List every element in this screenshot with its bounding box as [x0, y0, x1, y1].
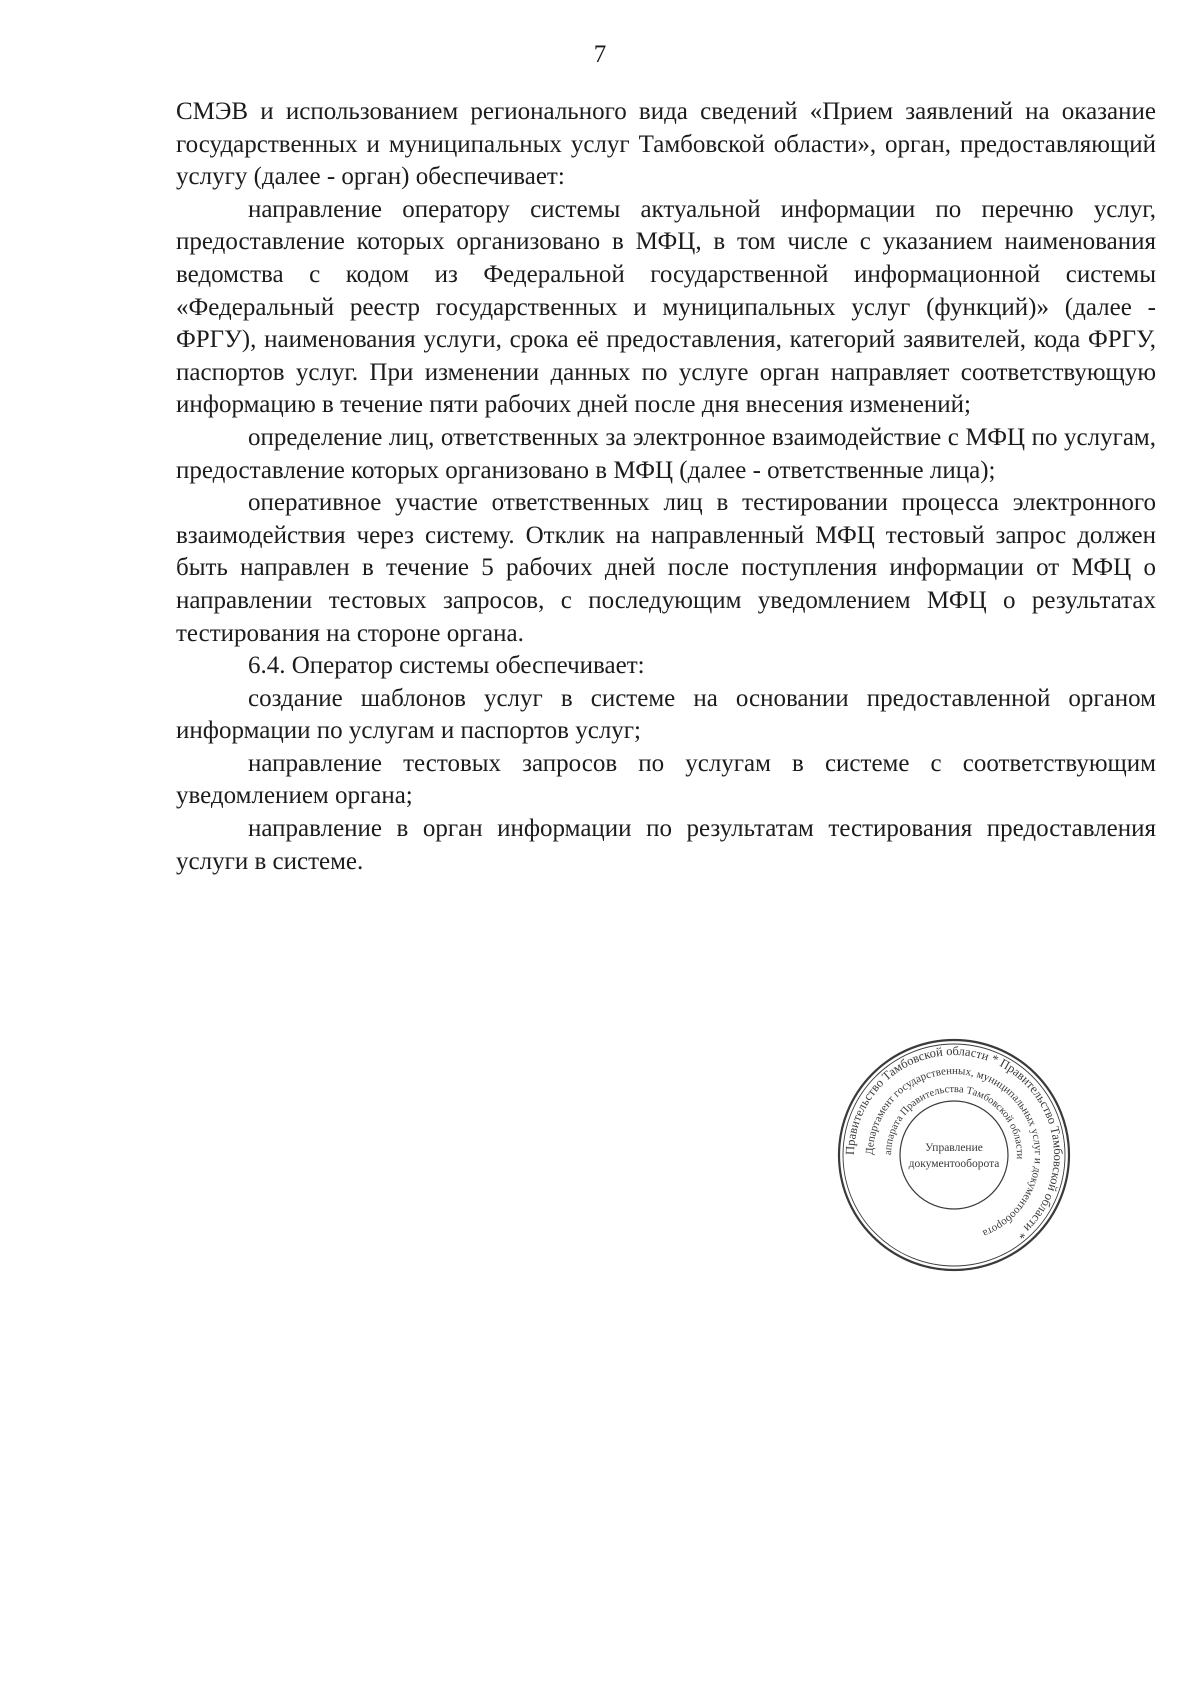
- paragraph: СМЭВ и использованием регионального вида сведений «Прием заявлений на оказание государственных и муниципальных услуг Тамбовской области», орган, предоставляющий услугу (далее - орган) обеспечивает:: [176, 98, 1156, 191]
- official-stamp: [836, 1037, 1072, 1273]
- paragraph: направление в орган информации по результатам тестирования предоставления услуги в системе.: [176, 815, 1156, 875]
- stamp-middle-ring-text: Департамент государственных, муниципальных услуг и документооборота: [863, 1064, 1045, 1240]
- stamp-inner-ring-text: аппарата Правительства Тамбовской области: [882, 1083, 1026, 1160]
- stamp-graphic: [836, 1037, 1072, 1273]
- section-heading: 6.4. Оператор системы обеспечивает:: [248, 652, 645, 680]
- stamp-center-line-2: документооборота: [908, 1158, 1000, 1170]
- paragraph: создание шаблонов услуг в системе на основании предоставленной органом информации по услугам и паспортов услуг;: [176, 684, 1156, 745]
- stamp-inner-border: [900, 1101, 1008, 1209]
- stamp-center-line-1: Управление: [925, 1142, 983, 1154]
- page-number: 7: [593, 41, 607, 68]
- paragraph: оперативное участие ответственных лиц в тестировании процесса электронного взаимодействия через систему. Отклик на направленный МФЦ тестовый запрос должен быть направлен в течение 5 рабочих дней после поступления информации от МФЦ о направлении тестовых запросов, с последующим уведомлением МФЦ о результатах тестирования на стороне органа.: [176, 489, 1156, 647]
- paragraph: направление тестовых запросов по услугам в системе с соответствующим уведомлением органа;: [176, 749, 1156, 810]
- paragraph: направление оператору системы актуальной информации по перечню услуг, предоставление которых организовано в МФЦ, в том числе с указанием наименования ведомства с кодом из Федеральной государственной информационной системы «Федеральный реестр государственных и муниципальных услуг (функций)» (далее - ФРГУ), наименования услуги, срока её предоставления, категорий заявителей, кода ФРГУ, паспортов услуг. При изменении данных по услуге орган направляет соответствующую информацию в течение пяти рабочих дней после дня внесения изменений;: [176, 195, 1156, 419]
- document-body: [176, 96, 1156, 878]
- stamp-outer-ring-text: Правительство Тамбовской области * Правительство Тамбовской области *: [842, 1043, 1066, 1242]
- paragraph: определение лиц, ответственных за электронное взаимодействие с МФЦ по услугам, предоставление которых организовано в МФЦ (далее - ответственные лица);: [176, 423, 1156, 484]
